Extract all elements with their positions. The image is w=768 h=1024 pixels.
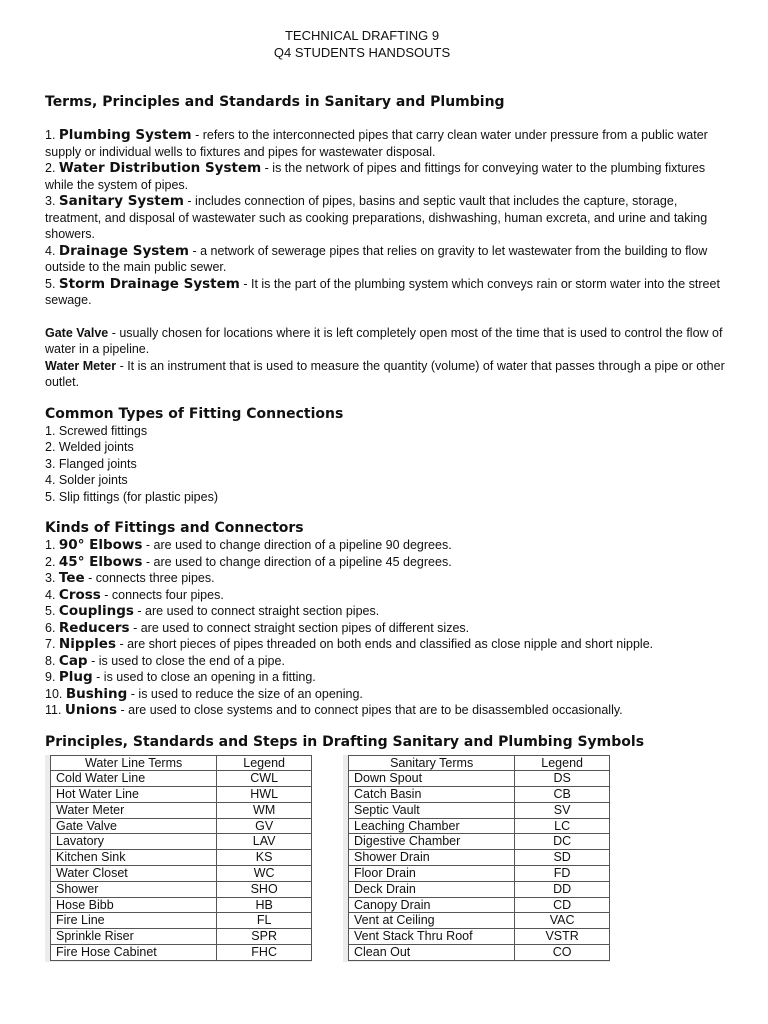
table-header: Sanitary Terms bbox=[349, 755, 515, 771]
sanitary-terms-table bbox=[348, 755, 610, 961]
table-row bbox=[349, 929, 610, 945]
table-row bbox=[349, 897, 610, 913]
term-cell: Shower bbox=[51, 881, 217, 897]
fitting-name: Couplings bbox=[58, 603, 134, 619]
list-item bbox=[45, 537, 725, 554]
term-cell: Kitchen Sink bbox=[51, 850, 217, 866]
fitting-description: - are short pieces of pipes threaded on both ends and classified as close nipple and short nipple. bbox=[115, 637, 654, 651]
term-name: Water Meter bbox=[45, 358, 117, 373]
legend-cell: SHO bbox=[217, 881, 312, 897]
legend-cell: SV bbox=[515, 802, 610, 818]
fitting-description: - are used to close systems and to connect pipes that are to be disassembled occasionally. bbox=[117, 703, 623, 717]
item-number: 2. bbox=[45, 161, 59, 175]
list-item bbox=[45, 160, 725, 193]
item-number: 8. bbox=[45, 653, 59, 668]
fitting-name: Tee bbox=[58, 570, 85, 586]
term-cell: Digestive Chamber bbox=[349, 834, 515, 850]
table-row bbox=[51, 913, 312, 929]
term-cell: Fire Line bbox=[51, 913, 217, 929]
term-description: - refers to the interconnected pipes that carry clean water under pressure from a public water supply or individual wells to fixtures and pipes for wastewater disposal. bbox=[45, 128, 708, 159]
legend-cell: CB bbox=[515, 787, 610, 803]
legend-cell: FHC bbox=[217, 945, 312, 961]
list-item bbox=[45, 653, 725, 670]
legend-cell: GV bbox=[217, 818, 312, 834]
list-item bbox=[45, 570, 725, 587]
section-heading-symbols: Principles, Standards and Steps in Drafting Sanitary and Plumbing Symbols bbox=[45, 733, 645, 750]
table-row bbox=[349, 913, 610, 929]
term-description: - a network of sewerage pipes that relies on gravity to let wastewater from the building to flow outside to the main public sewer. bbox=[45, 243, 708, 274]
term-cell: Catch Basin bbox=[349, 787, 515, 803]
fitting-name: Reducers bbox=[58, 619, 130, 636]
legend-cell: SD bbox=[515, 850, 610, 866]
table-row bbox=[349, 818, 610, 834]
legend-cell: CD bbox=[515, 897, 610, 913]
item-number: 1. bbox=[45, 538, 59, 552]
table-row bbox=[349, 834, 610, 850]
item-number: 11. bbox=[45, 703, 65, 717]
item-number: 9. bbox=[45, 670, 59, 684]
term-cell: Vent Stack Thru Roof bbox=[349, 929, 515, 945]
term-cell: Hose Bibb bbox=[51, 897, 217, 913]
legend-cell: DS bbox=[515, 771, 610, 787]
term-description: - includes connection of pipes, basins and septic vault that includes the capture, storage, treatment, and disposal of wastewater such as cooking preparations, dishwashing, human excreta, and urine and taking showers. bbox=[45, 194, 708, 241]
fitting-description: - are used to connect straight section pipes of different sizes. bbox=[129, 620, 470, 635]
section-heading-connections: Common Types of Fitting Connections bbox=[45, 405, 344, 422]
document-header bbox=[0, 28, 724, 61]
legend-cell: LAV bbox=[217, 834, 312, 850]
legend-cell: FD bbox=[515, 866, 610, 882]
legend-cell: HWL bbox=[217, 787, 312, 803]
list-item bbox=[45, 636, 725, 653]
table-row bbox=[51, 850, 312, 866]
fitting-connections-list bbox=[45, 423, 725, 506]
fitting-description: - connects three pipes. bbox=[84, 571, 215, 585]
header-line-2: Q4 STUDENTS HANDSOUTS bbox=[273, 44, 451, 60]
term-cell: Deck Drain bbox=[349, 881, 515, 897]
term-description: - It is an instrument that is used to measure the quantity (volume) of water that passes through a pipe or other outlet. bbox=[45, 358, 725, 389]
table-row bbox=[51, 897, 312, 913]
term-cell: Leaching Chamber bbox=[349, 818, 515, 834]
item-number: 3. bbox=[45, 194, 59, 208]
term-cell: Cold Water Line bbox=[51, 771, 217, 787]
fitting-name: Nipples bbox=[58, 636, 116, 652]
legend-cell: VSTR bbox=[515, 929, 610, 945]
item-number: 1. bbox=[45, 128, 59, 142]
section-heading-fittings: Kinds of Fittings and Connectors bbox=[45, 520, 304, 536]
table-row bbox=[349, 945, 610, 961]
legend-cell: LC bbox=[515, 818, 610, 834]
list-item: 1. Screwed fittings bbox=[45, 423, 148, 438]
table-row bbox=[349, 802, 610, 818]
list-item bbox=[45, 587, 725, 604]
term-cell: Water Closet bbox=[51, 866, 217, 882]
item-number: 5. bbox=[45, 604, 59, 618]
list-item: 2. Welded joints bbox=[45, 440, 134, 454]
legend-cell: CO bbox=[515, 945, 610, 961]
list-item bbox=[45, 127, 725, 160]
fitting-description: - is used to reduce the size of an opening. bbox=[127, 686, 363, 701]
list-item: 3. Flanged joints bbox=[45, 456, 137, 471]
list-item bbox=[45, 193, 725, 243]
list-item bbox=[45, 702, 725, 719]
plumbing-terms-list bbox=[45, 127, 725, 309]
fitting-description: - are used to change direction of a pipeline 45 degrees. bbox=[142, 554, 452, 569]
term-cell: Septic Vault bbox=[349, 802, 515, 818]
valve-meter-definitions bbox=[45, 325, 725, 391]
term-cell: Lavatory bbox=[51, 834, 217, 850]
fitting-name: Cross bbox=[58, 586, 101, 603]
list-item bbox=[45, 276, 725, 309]
legend-cell: HB bbox=[217, 897, 312, 913]
legend-cell: DC bbox=[515, 834, 610, 850]
table-row bbox=[51, 881, 312, 897]
fitting-description: - are used to connect straight section pipes. bbox=[133, 604, 380, 618]
term-name: Plumbing System bbox=[58, 127, 192, 143]
term-cell: Shower Drain bbox=[349, 850, 515, 866]
term-name: Storm Drainage System bbox=[58, 275, 240, 292]
fitting-description: - is used to close an opening in a fitting. bbox=[92, 670, 316, 684]
fitting-name: 45° Elbows bbox=[58, 553, 143, 570]
item-number: 2. bbox=[45, 554, 59, 569]
item-number: 3. bbox=[45, 571, 59, 585]
fitting-name: Unions bbox=[64, 702, 118, 718]
term-cell: Sprinkle Riser bbox=[51, 929, 217, 945]
term-name: Water Distribution System bbox=[58, 160, 262, 176]
legend-tables bbox=[45, 755, 725, 965]
table-header: Legend bbox=[217, 755, 312, 771]
term-name: Gate Valve bbox=[45, 325, 109, 340]
item-number: 4. bbox=[45, 587, 59, 602]
fitting-name: Bushing bbox=[65, 685, 128, 702]
definition bbox=[45, 358, 725, 391]
term-cell: Gate Valve bbox=[51, 818, 217, 834]
fitting-description: - connects four pipes. bbox=[100, 587, 224, 602]
section-heading-terms: Terms, Principles and Standards in Sanitary and Plumbing bbox=[45, 94, 505, 110]
legend-cell: VAC bbox=[515, 913, 610, 929]
table-row bbox=[51, 866, 312, 882]
table-row bbox=[349, 881, 610, 897]
list-item: 4. Solder joints bbox=[45, 473, 128, 487]
item-number: 10. bbox=[45, 686, 66, 701]
term-cell: Down Spout bbox=[349, 771, 515, 787]
water-line-terms-table bbox=[50, 755, 312, 961]
term-cell: Floor Drain bbox=[349, 866, 515, 882]
item-number: 4. bbox=[45, 243, 59, 258]
list-item bbox=[45, 669, 725, 686]
fitting-description: - are used to change direction of a pipeline 90 degrees. bbox=[142, 538, 452, 552]
fitting-name: 90° Elbows bbox=[58, 537, 143, 553]
legend-cell: WC bbox=[217, 866, 312, 882]
item-number: 7. bbox=[45, 637, 59, 651]
definition bbox=[45, 325, 725, 358]
fittings-list bbox=[45, 537, 725, 719]
legend-cell: DD bbox=[515, 881, 610, 897]
list-item bbox=[45, 620, 725, 637]
list-item: 5. Slip fittings (for plastic pipes) bbox=[45, 489, 218, 504]
legend-cell: WM bbox=[217, 802, 312, 818]
term-name: Drainage System bbox=[58, 242, 189, 259]
table-row bbox=[349, 787, 610, 803]
table-row bbox=[349, 771, 610, 787]
term-description: - is the network of pipes and fittings for conveying water to the plumbing fixtures while the system of pipes. bbox=[45, 161, 706, 192]
list-item bbox=[45, 603, 725, 620]
table-row bbox=[51, 834, 312, 850]
fitting-description: - is used to close the end of a pipe. bbox=[87, 653, 285, 668]
fitting-name: Cap bbox=[58, 652, 88, 669]
term-cell: Hot Water Line bbox=[51, 787, 217, 803]
legend-cell: KS bbox=[217, 850, 312, 866]
item-number: 5. bbox=[45, 276, 59, 291]
item-number: 6. bbox=[45, 620, 59, 635]
table-row bbox=[349, 850, 610, 866]
term-cell: Clean Out bbox=[349, 945, 515, 961]
legend-cell: FL bbox=[217, 913, 312, 929]
legend-cell: SPR bbox=[217, 929, 312, 945]
term-cell: Canopy Drain bbox=[349, 897, 515, 913]
table-header: Legend bbox=[515, 755, 610, 771]
legend-cell: CWL bbox=[217, 771, 312, 787]
term-description: - It is the part of the plumbing system which conveys rain or storm water into the street sewage. bbox=[45, 276, 720, 307]
table-row bbox=[349, 866, 610, 882]
term-description: - usually chosen for locations where it is left completely open most of the time that is used to control the flow of water in a pipeline. bbox=[45, 325, 723, 356]
document-body bbox=[45, 93, 725, 965]
term-cell: Fire Hose Cabinet bbox=[51, 945, 217, 961]
list-item bbox=[45, 243, 725, 276]
header-line-1: TECHNICAL DRAFTING 9 bbox=[284, 28, 440, 43]
term-cell: Vent at Ceiling bbox=[349, 913, 515, 929]
table-row bbox=[51, 929, 312, 945]
list-item bbox=[45, 686, 725, 703]
table-row bbox=[51, 771, 312, 787]
table-row bbox=[51, 802, 312, 818]
term-cell: Water Meter bbox=[51, 802, 217, 818]
fitting-name: Plug bbox=[58, 669, 93, 685]
term-name: Sanitary System bbox=[58, 193, 184, 209]
table-header: Water Line Terms bbox=[51, 755, 217, 771]
table-row bbox=[51, 945, 312, 961]
table-row bbox=[51, 787, 312, 803]
list-item bbox=[45, 554, 725, 571]
table-row bbox=[51, 818, 312, 834]
